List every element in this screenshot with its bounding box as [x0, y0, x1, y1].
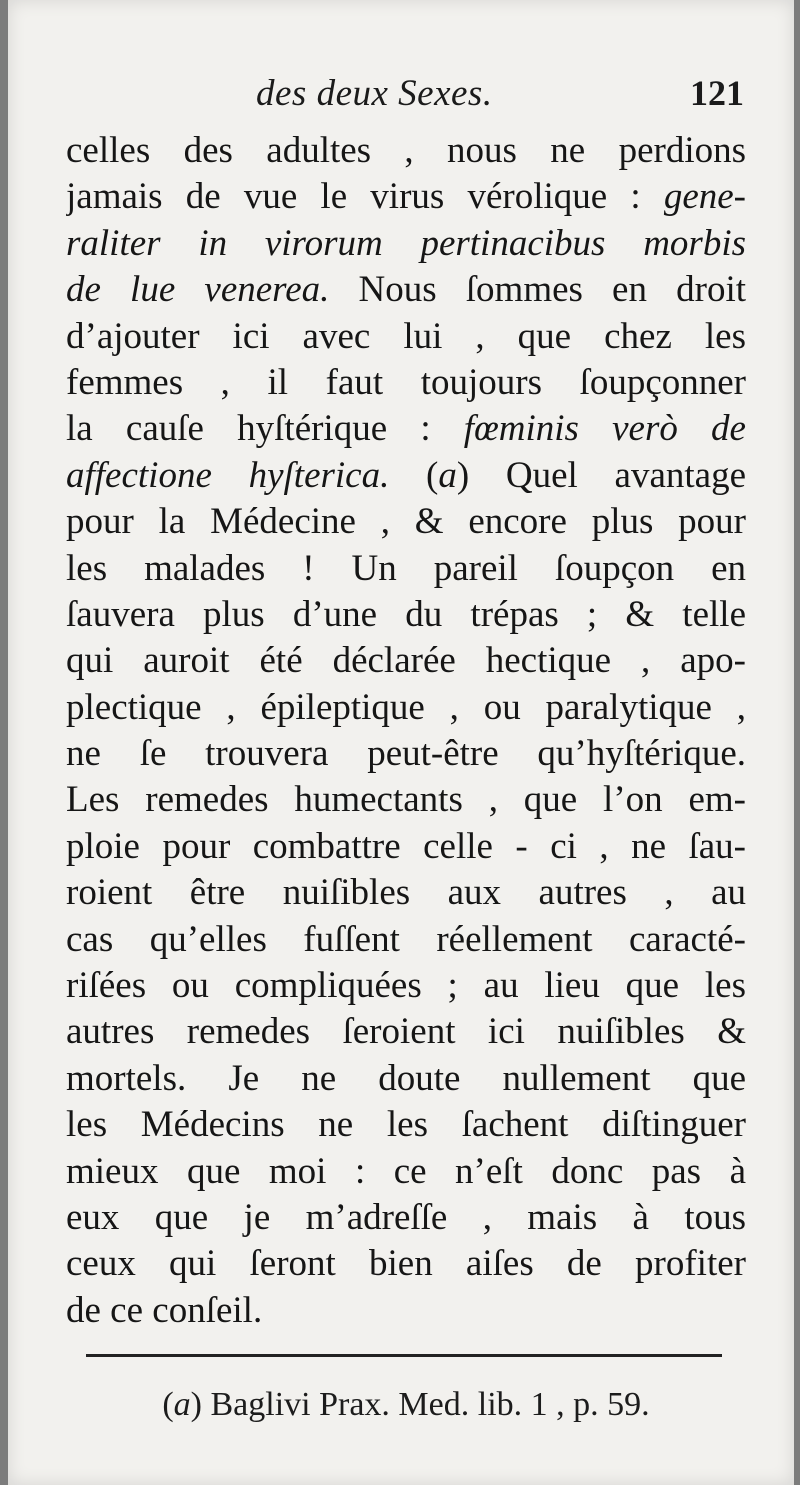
text-segment: jamais de vue le virus vérolique : [66, 176, 664, 218]
text-segment: ceux qui ſeront bien aiſes de profiter [66, 1243, 746, 1285]
text-line [66, 221, 746, 267]
text-line [66, 870, 746, 916]
text-line [66, 360, 746, 406]
italic-text-segment: affectione hyſterica. [66, 454, 390, 496]
italic-text-segment: raliter in virorum pertinacibus morbis [66, 222, 746, 264]
text-line [66, 963, 746, 1009]
text-line [66, 638, 746, 684]
text-segment: plectique , épileptique , ou paralytique , [66, 686, 746, 728]
page-number: 121 [690, 73, 744, 113]
text-segment: Nous ſommes en droit [329, 269, 746, 311]
text-segment: la cauſe hyſtérique : [66, 408, 464, 450]
text-segment: femmes , il faut toujours ſoupçonner [66, 361, 746, 403]
text-segment: qui auroit été déclarée hectique , apo- [66, 640, 746, 682]
text-line [66, 1241, 746, 1287]
text-segment: les malades ! Un pareil ſoupçon en [66, 547, 746, 589]
text-segment: ploie pour combattre celle - ci , ne ſau- [66, 825, 746, 867]
text-line [66, 453, 746, 499]
italic-text-segment: de lue venerea. [66, 269, 330, 311]
running-title: des deux Sexes. [256, 73, 493, 114]
text-segment: roient être nuiſibles aux autres , au [66, 872, 746, 914]
text-segment: pour la Médecine , & encore plus pour [66, 501, 746, 543]
text-segment: de ce conſeil. [66, 1289, 263, 1331]
text-line [66, 128, 746, 174]
text-segment: cas qu’elles fuſſent réellement caracté- [66, 918, 746, 960]
text-line [66, 824, 746, 870]
footnote-marker-close: ) [190, 1386, 202, 1423]
text-line [66, 685, 746, 731]
italic-text-segment: gene- [663, 176, 746, 218]
text-line [66, 731, 746, 777]
text-segment: ne ſe trouvera peut-être qu’hyſtérique. [66, 733, 746, 775]
text-line [66, 267, 746, 313]
text-segment: mieux que moi : ce n’eſt donc pas à [66, 1150, 746, 1192]
text-line [66, 314, 746, 360]
page-header [66, 72, 746, 128]
footnote-marker-letter: a [173, 1386, 191, 1423]
text-line [66, 1009, 746, 1055]
text-line [66, 777, 746, 823]
footnote-text: Baglivi Prax. Med. lib. 1 , p. 59. [202, 1386, 650, 1423]
text-segment: ) Quel avantage [456, 454, 746, 496]
text-segment: les Médecins ne les ſachent diſtinguer [66, 1104, 746, 1146]
text-line [66, 499, 746, 545]
text-segment: ſauvera plus d’une du trépas ; & telle [66, 593, 746, 635]
text-line [66, 1149, 746, 1195]
text-segment: ( [389, 454, 439, 496]
italic-text-segment: a [438, 454, 457, 496]
text-segment: eux que je m’adreſſe , mais à tous [66, 1196, 746, 1238]
book-page [8, 0, 794, 1485]
text-segment: d’ajouter ici avec lui , que chez les [66, 315, 746, 357]
text-line [66, 546, 746, 592]
text-line [66, 174, 746, 220]
text-segment: autres remedes ſeroient ici nuiſibles & [66, 1011, 746, 1053]
italic-text-segment: fœminis verò de [463, 408, 746, 450]
text-segment: mortels. Je ne doute nullement que [66, 1057, 746, 1099]
footnote-separator [86, 1354, 722, 1357]
footnote [66, 1386, 746, 1424]
text-line [66, 1056, 746, 1102]
body-text [66, 128, 746, 1334]
text-line [66, 1195, 746, 1241]
text-line [66, 592, 746, 638]
text-segment: Les remedes humectants , que l’on em- [66, 779, 746, 821]
text-line [66, 1102, 746, 1148]
text-segment: celles des adultes , nous ne perdions [66, 130, 746, 171]
text-line [66, 406, 746, 452]
footnote-marker-open: ( [162, 1386, 174, 1423]
text-line [66, 917, 746, 963]
text-segment: riſées ou compliquées ; au lieu que les [66, 965, 746, 1007]
text-line [66, 1288, 746, 1334]
